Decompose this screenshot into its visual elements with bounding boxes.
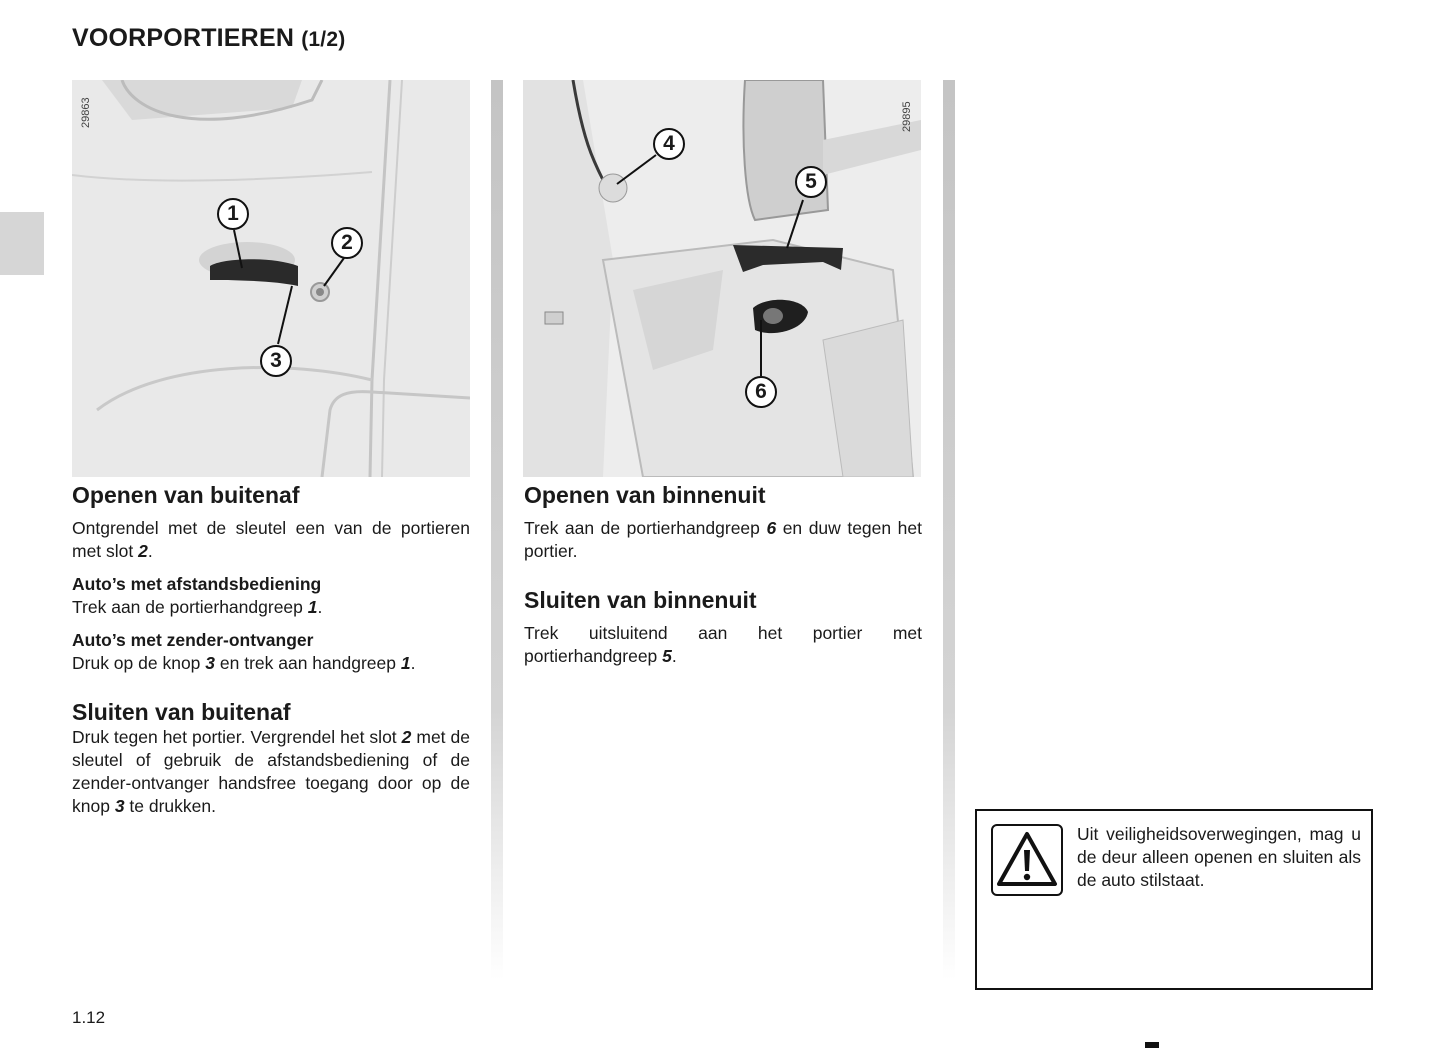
text: . [671,646,677,666]
column-separator [943,80,955,980]
subheading-remote: Auto’s met afstandsbediening [72,574,322,594]
figure-interior-door [523,80,921,477]
text: met de sleutel of gebruik de afstandsbediening of de zender-ontvanger handsfree toegang door op de knop [72,727,470,816]
callout-1: 1 [217,198,249,230]
callout-3: 3 [260,345,292,377]
reference-number: 2 [401,727,412,747]
callout-6: 6 [745,376,777,408]
text: Druk tegen het portier. Vergrendel het slot [72,727,402,747]
paragraph-closing-inside [524,622,922,668]
warning-triangle-icon [991,824,1063,896]
heading-opening-outside: Openen van buitenaf [72,482,300,508]
text: Ontgrendel met de sleutel een van de portieren met slot [72,518,470,561]
figure-exterior-handle [72,80,470,477]
callout-5: 5 [795,166,827,198]
page-title [72,24,345,53]
callout-4: 4 [653,128,685,160]
paragraph-opening-outside [72,517,470,563]
subheading-transceiver: Auto’s met zender-ontvanger [72,630,314,650]
text: . [410,653,416,673]
heading-closing-inside: Sluiten van binnenuit [524,587,757,613]
reference-number: 3 [114,796,125,816]
warning-text: Uit veiligheidsoverwegingen, mag u de deur alleen openen en sluiten als de auto stilstaat. [1077,824,1361,890]
page-title-part: (1/2) [301,28,346,51]
paragraph-closing-outside [72,726,470,818]
callout-2: 2 [331,227,363,259]
page-number: 1.12 [72,1008,106,1027]
left-column [72,482,470,818]
section-tab [0,212,44,275]
reference-number: 5 [662,646,672,666]
text: en trek aan handgreep [215,653,401,673]
text: Trek aan de portierhandgreep [72,597,308,617]
paragraph-remote [72,573,470,619]
page-title-text: VOORPORTIEREN [72,24,295,52]
page-mark [1145,1042,1159,1048]
text: en duw tegen het portier. [524,518,922,561]
reference-number: 3 [205,653,216,673]
heading-closing-outside: Sluiten van buitenaf [72,699,291,725]
warning-box [975,809,1373,990]
exterior-door-illustration [72,80,470,477]
figure-code: 29863 [80,97,92,128]
reference-number: 6 [766,518,777,538]
text: Druk op de knop [72,653,206,673]
column-separator [491,80,503,980]
interior-door-illustration [523,80,921,477]
reference-number: 1 [307,597,318,617]
heading-opening-inside: Openen van binnenuit [524,482,766,508]
text: Trek aan de portierhandgreep [524,518,767,538]
reference-number: 2 [138,541,148,561]
figure-code: 29895 [901,101,913,132]
paragraph-transceiver [72,629,470,675]
paragraph-opening-inside [524,517,922,563]
text: Trek uitsluitend aan het portier met portierhandgreep [524,623,922,666]
text: . [147,541,153,561]
text: . [317,597,323,617]
right-column [524,482,922,668]
text: te drukken. [124,796,216,816]
reference-number: 1 [400,653,411,673]
